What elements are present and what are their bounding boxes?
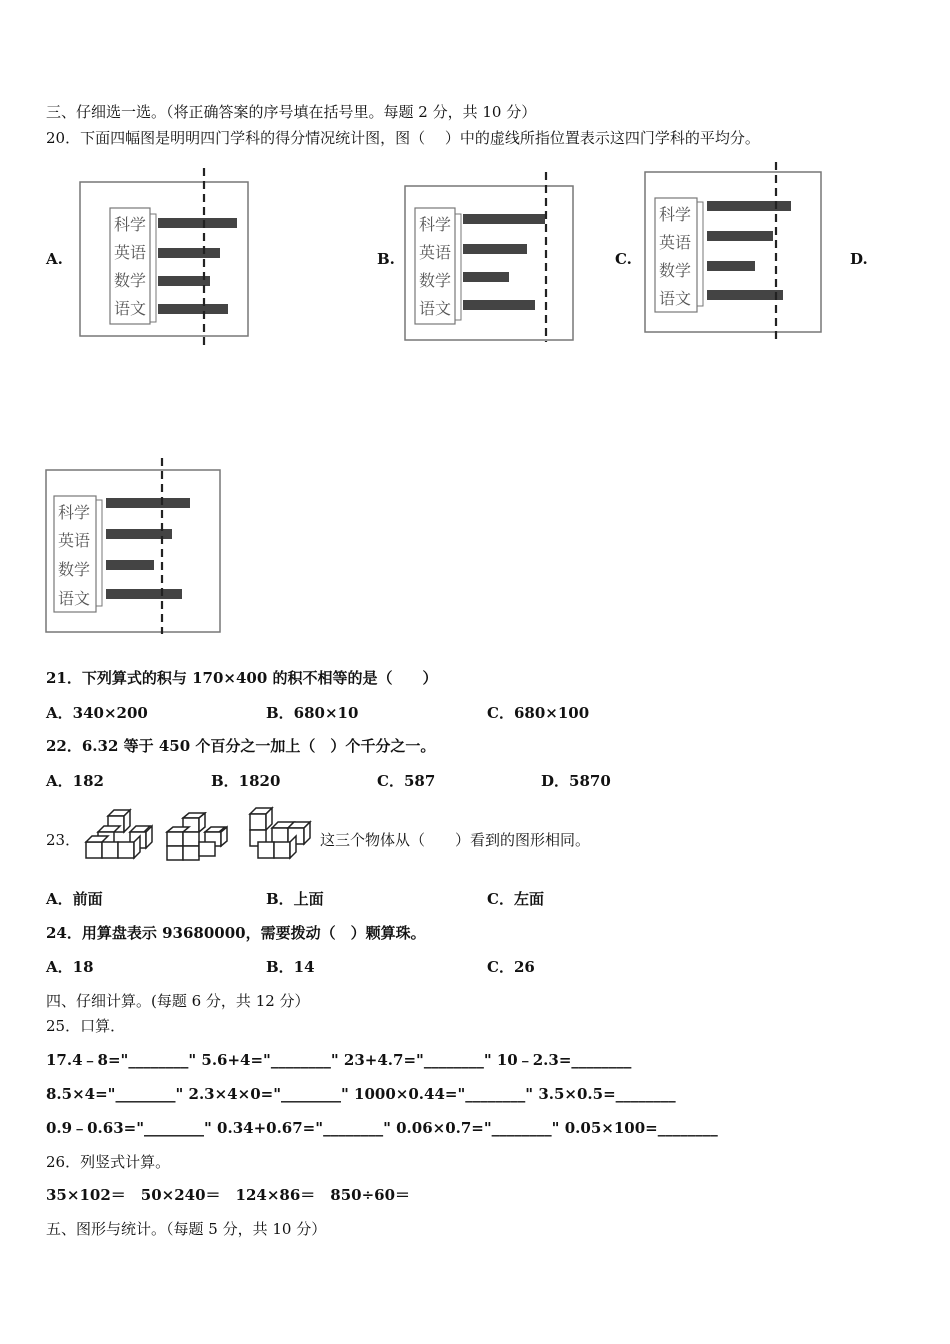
q23-option-c: C．左面: [487, 890, 544, 908]
q25-row-2: 8.5×4="________" 2.3×4×0="________" 1000×0.44="________" 3.5×0.5=________: [46, 1085, 676, 1103]
q22-option-d: D．5870: [541, 772, 611, 790]
chart-a-bar-chinese: [158, 304, 228, 314]
chart-c-bar-math: [707, 261, 755, 271]
chart-d-label-math: 数学: [58, 560, 91, 579]
q25-row-3: 0.9﹣0.63="________" 0.34+0.67="________" 0.06×0.7="________" 0.05×100=________: [46, 1119, 718, 1137]
chart-d-bar-science: [106, 498, 190, 508]
chart-c-bar-english: [707, 231, 773, 241]
option-a-label: A.: [46, 250, 63, 268]
q21-option-b: B．680×10: [266, 704, 359, 722]
question-26-title: 26．列竖式计算。: [46, 1153, 171, 1171]
q24-option-a: A．18: [46, 958, 94, 976]
chart-c: [643, 162, 825, 350]
chart-d-label-chinese: 语文: [58, 589, 91, 608]
q21-option-a: A．340×200: [46, 704, 148, 722]
section-5-heading: 五、图形与统计。（每题 5 分，共 10 分）: [46, 1220, 327, 1238]
chart-a: [78, 168, 250, 352]
q22-option-c: C．587: [377, 772, 436, 790]
chart-c-bar-chinese: [707, 290, 783, 300]
q25-row-1: 17.4﹣8="________" 5.6+4="________" 23+4.7="________" 10﹣2.3=________: [46, 1051, 632, 1069]
chart-d: [44, 458, 224, 640]
cube-figure-3: [248, 806, 318, 866]
q24-option-c: C．26: [487, 958, 535, 976]
chart-c-label-english: 英语: [659, 233, 692, 252]
cube-figure-1: [84, 808, 154, 868]
chart-b: [403, 172, 575, 348]
chart-d-bar-chinese: [106, 589, 182, 599]
q23-option-b: B．上面: [266, 890, 324, 908]
option-c-label: C.: [615, 250, 632, 268]
chart-a-label-math: 数学: [114, 271, 147, 290]
chart-a-bar-math: [158, 276, 210, 286]
chart-c-bar-science: [707, 201, 791, 211]
chart-b-label-chinese: 语文: [419, 299, 452, 318]
question-22-text: 22．6.32 等于 450 个百分之一加上（ ）个千分之一。: [46, 737, 436, 755]
question-24-text: 24．用算盘表示 93680000，需要拨动（ ）颗算珠。: [46, 924, 426, 942]
chart-b-bar-math: [463, 272, 509, 282]
chart-c-label-math: 数学: [659, 261, 692, 280]
chart-a-label-english: 英语: [114, 243, 147, 262]
chart-b-label-math: 数学: [419, 271, 452, 290]
q21-option-c: C．680×100: [487, 704, 590, 722]
question-23-text: 这三个物体从（ ）看到的图形相同。: [320, 831, 591, 849]
chart-b-label-science: 科学: [419, 215, 452, 234]
chart-c-label-science: 科学: [659, 205, 692, 224]
chart-c-label-chinese: 语文: [659, 289, 692, 308]
chart-a-label-chinese: 语文: [114, 299, 147, 318]
option-b-label: B.: [377, 250, 395, 268]
question-20-text: 20．下面四幅图是明明四门学科的得分情况统计图，图（ ）中的虚线所指位置表示这四门学科的平均分。: [46, 129, 760, 147]
question-25-title: 25．口算．: [46, 1017, 126, 1035]
question-23-number: 23．: [46, 831, 81, 849]
chart-d-bar-math: [106, 560, 154, 570]
cube-figure-2: [165, 812, 231, 866]
chart-a-bar-english: [158, 248, 220, 258]
chart-a-bar-science: [158, 218, 237, 228]
section-3-heading: 三、仔细选一选。（将正确答案的序号填在括号里。每题 2 分，共 10 分）: [46, 103, 537, 121]
q22-option-b: B．1820: [211, 772, 281, 790]
chart-b-bar-english: [463, 244, 527, 254]
chart-b-bar-chinese: [463, 300, 535, 310]
q23-option-a: A．前面: [46, 890, 103, 908]
chart-b-bar-science: [463, 214, 545, 224]
chart-d-label-english: 英语: [58, 531, 91, 550]
q26-expressions: 35×102＝ 50×240＝ 124×86＝ 850÷60＝: [46, 1186, 411, 1204]
chart-d-label-science: 科学: [58, 503, 91, 522]
chart-a-label-science: 科学: [114, 215, 147, 234]
section-4-heading: 四、仔细计算。(每题 6 分，共 12 分）: [46, 992, 310, 1010]
chart-b-label-english: 英语: [419, 243, 452, 262]
question-21-text: 21．下列算式的积与 170×400 的积不相等的是（ ）: [46, 669, 438, 687]
q22-option-a: A．182: [46, 772, 104, 790]
option-d-label: D.: [850, 250, 868, 268]
q24-option-b: B．14: [266, 958, 315, 976]
